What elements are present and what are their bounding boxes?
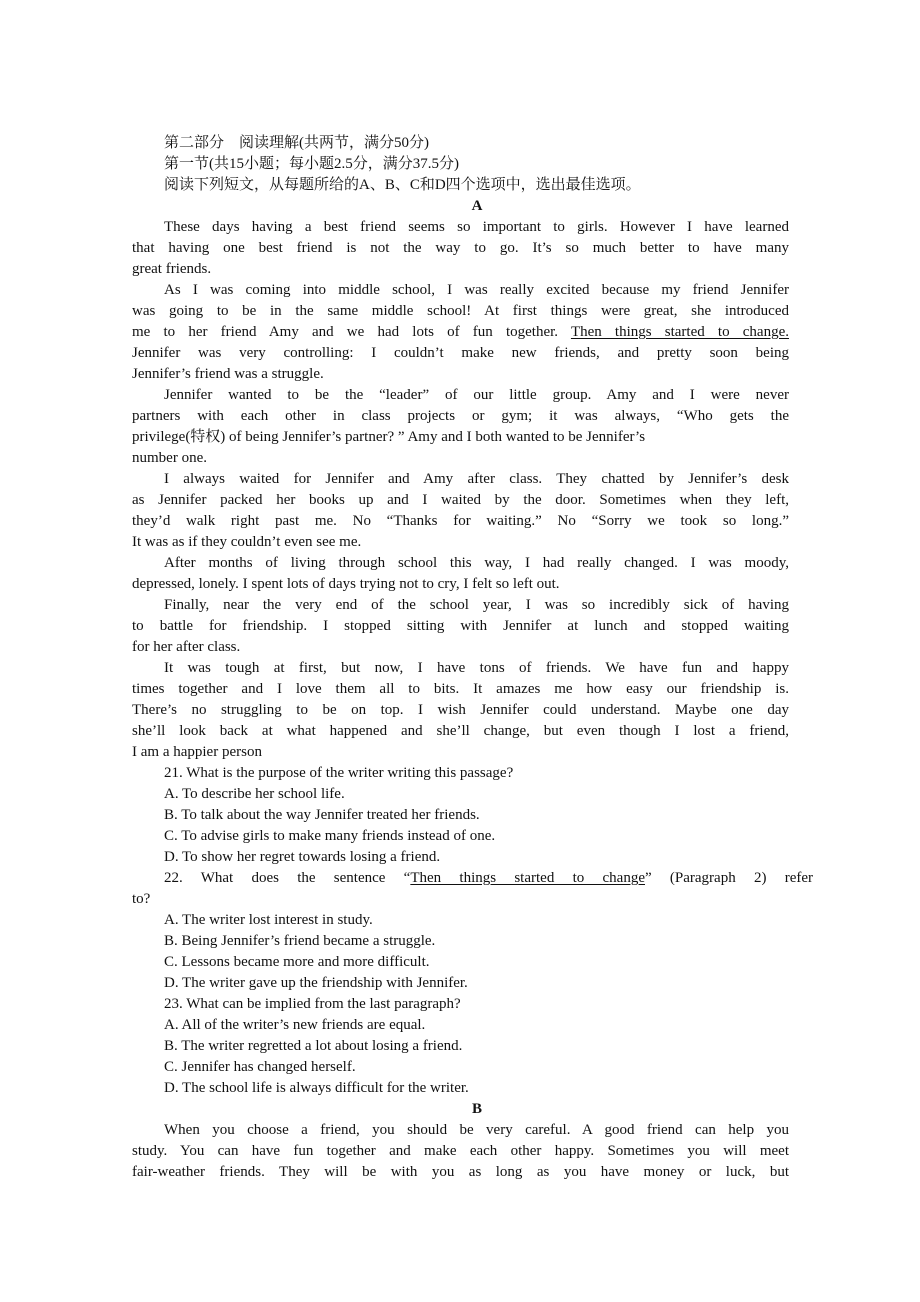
text-line: 第一节(共15小题；每小题2.5分，满分37.5分) bbox=[164, 156, 459, 172]
text-line: she’ll look back at what happened and she’ll change, but even though I lost a friend, bbox=[132, 723, 789, 739]
text-line: they’d walk right past me. No “Thanks for waiting.” No “Sorry we took so long.” bbox=[132, 513, 789, 529]
text-line: Jennifer was very controlling: I couldn’t make new friends, and pretty soon being bbox=[132, 345, 789, 361]
text-line: 23. What can be implied from the last paragraph? bbox=[164, 996, 461, 1012]
underlined-sentence: Then things started to change bbox=[410, 870, 645, 886]
text-segment: me to her friend Amy and we had lots of fun together. bbox=[132, 324, 571, 340]
text-line: was going to be in the same middle school! At first things were great, she introduced bbox=[132, 303, 789, 319]
text-line: When you choose a friend, you should be very careful. A good friend can help you bbox=[164, 1122, 789, 1138]
text-line: D. The school life is always difficult for the writer. bbox=[164, 1080, 469, 1096]
exam-document bbox=[132, 133, 829, 1183]
text-line: A. All of the writer’s new friends are equal. bbox=[164, 1017, 426, 1033]
text-line: partners with each other in class projects or gym; it was always, “Who gets the bbox=[132, 408, 789, 424]
text-line: times together and I love them all to bits. It amazes me how easy our friendship is. bbox=[132, 681, 789, 697]
text-line bbox=[132, 868, 813, 889]
text-line: I always waited for Jennifer and Amy after class. They chatted by Jennifer’s desk bbox=[164, 471, 789, 487]
text-line: Jennifer’s friend was a struggle. bbox=[132, 366, 324, 382]
text-line: for her after class. bbox=[132, 639, 241, 655]
text-line: great friends. bbox=[132, 261, 212, 277]
text-line: that having one best friend is not the way to go. It’s so much better to have many bbox=[132, 240, 789, 256]
text-line: 阅读下列短文，从每题所给的A、B、C和D四个选项中，选出最佳选项。 bbox=[164, 177, 641, 193]
text-line: A. To describe her school life. bbox=[164, 786, 345, 802]
underlined-sentence: Then things started to change. bbox=[570, 324, 789, 340]
text-line: C. To advise girls to make many friends instead of one. bbox=[164, 828, 496, 844]
text-line: 第二部分 阅读理解(共两节，满分50分) bbox=[164, 135, 429, 151]
section-heading: B bbox=[471, 1101, 482, 1117]
text-line: privilege(特权) of being Jennifer’s partner? ” Amy and I both wanted to be Jennifer’s bbox=[132, 429, 646, 445]
text-line: C. Lessons became more and more difficult. bbox=[164, 954, 430, 970]
text-line: study. You can have fun together and make each other happy. Sometimes you will meet bbox=[132, 1143, 789, 1159]
text-line: 21. What is the purpose of the writer writing this passage? bbox=[164, 765, 514, 781]
text-line: Finally, near the very end of the school year, I was so incredibly sick of having bbox=[164, 597, 789, 613]
text-line: It was as if they couldn’t even see me. bbox=[132, 534, 362, 550]
text-line: fair-weather friends. They will be with you as long as you have money or luck, but bbox=[132, 1164, 789, 1180]
text-line: depressed, lonely. I spent lots of days trying not to cry, I felt so left out. bbox=[132, 576, 560, 592]
text-line bbox=[132, 322, 789, 343]
text-line: D. The writer gave up the friendship with Jennifer. bbox=[164, 975, 468, 991]
text-line: B. The writer regretted a lot about losing a friend. bbox=[164, 1038, 463, 1054]
text-line: A. The writer lost interest in study. bbox=[164, 912, 373, 928]
text-line: These days having a best friend seems so important to girls. However I have learned bbox=[164, 219, 789, 235]
text-line: As I was coming into middle school, I was really excited because my friend Jennifer bbox=[164, 282, 789, 298]
text-line: to battle for friendship. I stopped sitting with Jennifer at lunch and stopped waiting bbox=[132, 618, 789, 634]
text-line: number one. bbox=[132, 450, 207, 466]
section-heading: A bbox=[471, 198, 483, 214]
text-segment: ” (Paragraph 2) refer bbox=[644, 870, 813, 886]
text-line: as Jennifer packed her books up and I waited by the door. Sometimes when they left, bbox=[132, 492, 789, 508]
text-line: Jennifer wanted to be the “leader” of our little group. Amy and I were never bbox=[164, 387, 789, 403]
text-line: to? bbox=[132, 891, 151, 907]
text-line: B. To talk about the way Jennifer treated her friends. bbox=[164, 807, 480, 823]
text-line: There’s no struggling to be on top. I wish Jennifer could understand. Maybe one day bbox=[132, 702, 789, 718]
text-line: B. Being Jennifer’s friend became a struggle. bbox=[164, 933, 436, 949]
text-line: After months of living through school this way, I had really changed. I was moody, bbox=[164, 555, 789, 571]
text-line: C. Jennifer has changed herself. bbox=[164, 1059, 356, 1075]
text-line: It was tough at first, but now, I have tons of friends. We have fun and happy bbox=[164, 660, 789, 676]
text-segment: 22. What does the sentence “ bbox=[164, 870, 411, 886]
text-line: D. To show her regret towards losing a friend. bbox=[164, 849, 441, 865]
text-line: I am a happier person bbox=[132, 744, 262, 760]
